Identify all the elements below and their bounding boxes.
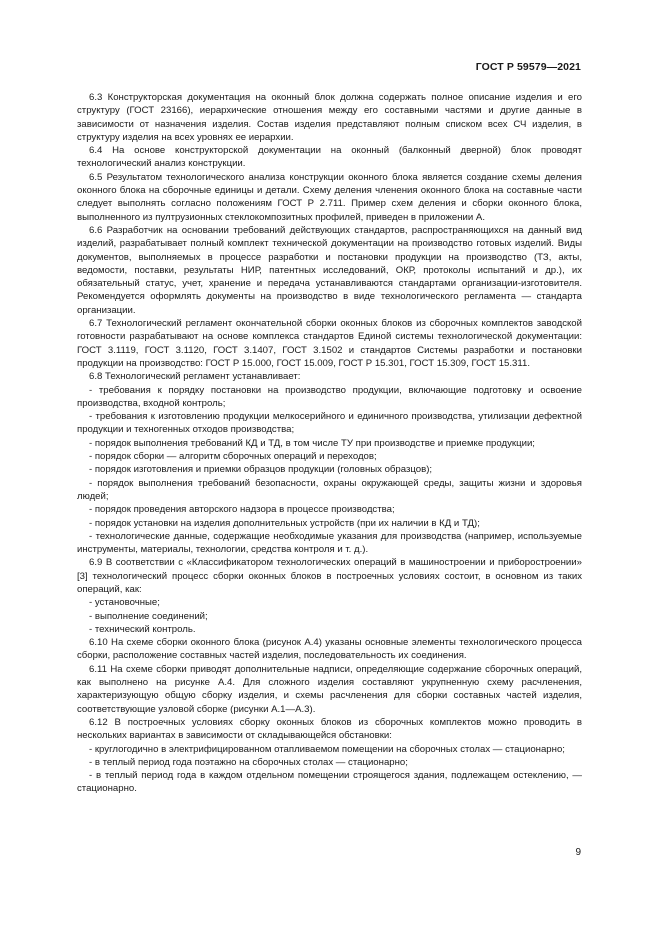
paragraph-6-3: 6.3 Конструкторская документация на оконный блок должна содержать полное описание изделия и его структуру (ГОСТ 23166), иерархические отношения между его составными частями и другие данные в зависимости от назначения изделия. Состав изделия представляют полным списком всех СЧ изделия, в структуру изделия на всех уровнях ее иерархии. [77,92,582,143]
list-item: - круглогодично в электрифицированном отапливаемом помещении на сборочных столах — стационарно; [89,743,565,755]
list-item: - порядок выполнения требований безопасности, охраны окружающей среды, защиты жизни и здоровья людей; [77,477,582,502]
paragraph-6-5: 6.5 Результатом технологического анализа конструкции оконного блока является создание схемы деления оконного блока на сборочные единицы и детали. Схему деления членения оконного блока на составные части следует выполнять согласно положениям ГОСТ Р 2.711. Пример схем деления и сборки оконного блока, выполненного из пултрузионных стеклокомпозитных профилей, приведен в приложении А. [77,171,582,223]
list-item: - порядок выполнения требований КД и ТД, в том числе ТУ при производстве и приемке продукции; [89,437,535,449]
list-item: - технический контроль. [89,623,196,635]
list-item: - в теплый период года поэтажно на сборочных столах — стационарно; [89,756,408,768]
list-item: - порядок сборки — алгоритм сборочных операций и переходов; [89,451,377,463]
paragraph-6-11: 6.11 На схеме сборки приводят дополнительные надписи, определяющие содержание сборочных операций, как выполнено на рисунке А.4. Для сложного изделия составляют укрупненную схему расчленения, характеризующую общую сборку изделия, и схемы расчленения для сборки составных частей изделия, соответствующие узловой сборке (рисунки А.1—А.3). [77,663,582,715]
page-number: 9 [575,847,581,858]
paragraph-6-6: 6.6 Разработчик на основании требований действующих стандартов, распространяющихся на данный вид изделий, разрабатывает полный комплект технической документации на производство готовых изделий. Виды документов, выполняемых в процессе разработки и постановки продукции на производство (ТЗ, акты, ведомости, поставки, результаты НИР, патентных исследований, ОКР, протоколы испытаний и др.), их обязательный статус, учет, хранение и передача устанавливаются стандартами организации-изготовителя. Рекомендуется оформлять документы на производство в виде технологического регламента — стандарта организации. [77,224,582,316]
document-body [77,91,582,796]
paragraph-6-12: 6.12 В построечных условиях сборку оконных блоков из сборочных комплектов можно проводить в нескольких вариантах в зависимости от складывающейся обстановки: [77,716,582,742]
standard-designation: ГОСТ Р 59579—2021 [475,61,581,73]
list-item: - требования к порядку постановки на производство продукции, включающие подготовку и освоение производства, входной контроль; [77,384,582,409]
paragraph-6-4: 6.4 На основе конструкторской документации на оконный (балконный дверной) блок проводят технологический анализ конструкции. [77,145,582,170]
paragraph-6-7: 6.7 Технологический регламент окончательной сборки оконных блоков из сборочных комплектов заводской готовности разрабатывают на основе комплекса стандартов Единой системы технологической документации: ГОСТ 3.1119, ГОСТ 3.1120, ГОСТ 3.1407, ГОСТ 3.1502 и стандартов Системы разработки и постановки продукции на производство: ГОСТ Р 15.000, ГОСТ 15.009, ГОСТ Р 15.301, ГОСТ 15.309, ГОСТ 15.311. [77,318,582,369]
paragraph-6-9: 6.9 В соответствии с «Классификатором технологических операций в машиностроении и приборостроении» [3] технологический процесс сборки оконных блоков в построечных условиях состоит, в основном из таких операций, как: [77,557,582,595]
list-item: - порядок проведения авторского надзора в процессе производства; [89,504,395,516]
paragraph-6-10: 6.10 На схеме сборки оконного блока (рисунок А.4) указаны основные элементы технологического процесса сборки, расположение составных частей изделия, последовательность их соединения. [77,637,582,662]
list-item: - технологические данные, содержащие необходимые указания для производства (например, используемые инструменты, материалы, технологии, средства контроля и т. д.). [77,530,582,556]
list-item: - порядок установки на изделия дополнительных устройств (при их наличии в КД и ТД); [89,517,480,529]
list-item: - выполнение соединений; [89,610,208,622]
list-item: - порядок изготовления и приемки образцов продукции (головных образцов); [89,464,433,476]
list-item: - требования к изготовлению продукции мелкосерийного и единичного производства, утилизации дефектной продукции и техногенных отходов производства; [77,411,582,436]
paragraph-6-8: 6.8 Технологический регламент устанавливает: [89,371,301,383]
list-item: - установочные; [89,597,160,609]
list-item: - в теплый период года в каждом отдельном помещении строящегося здания, подлежащем остеклению, — стационарно. [77,770,582,795]
